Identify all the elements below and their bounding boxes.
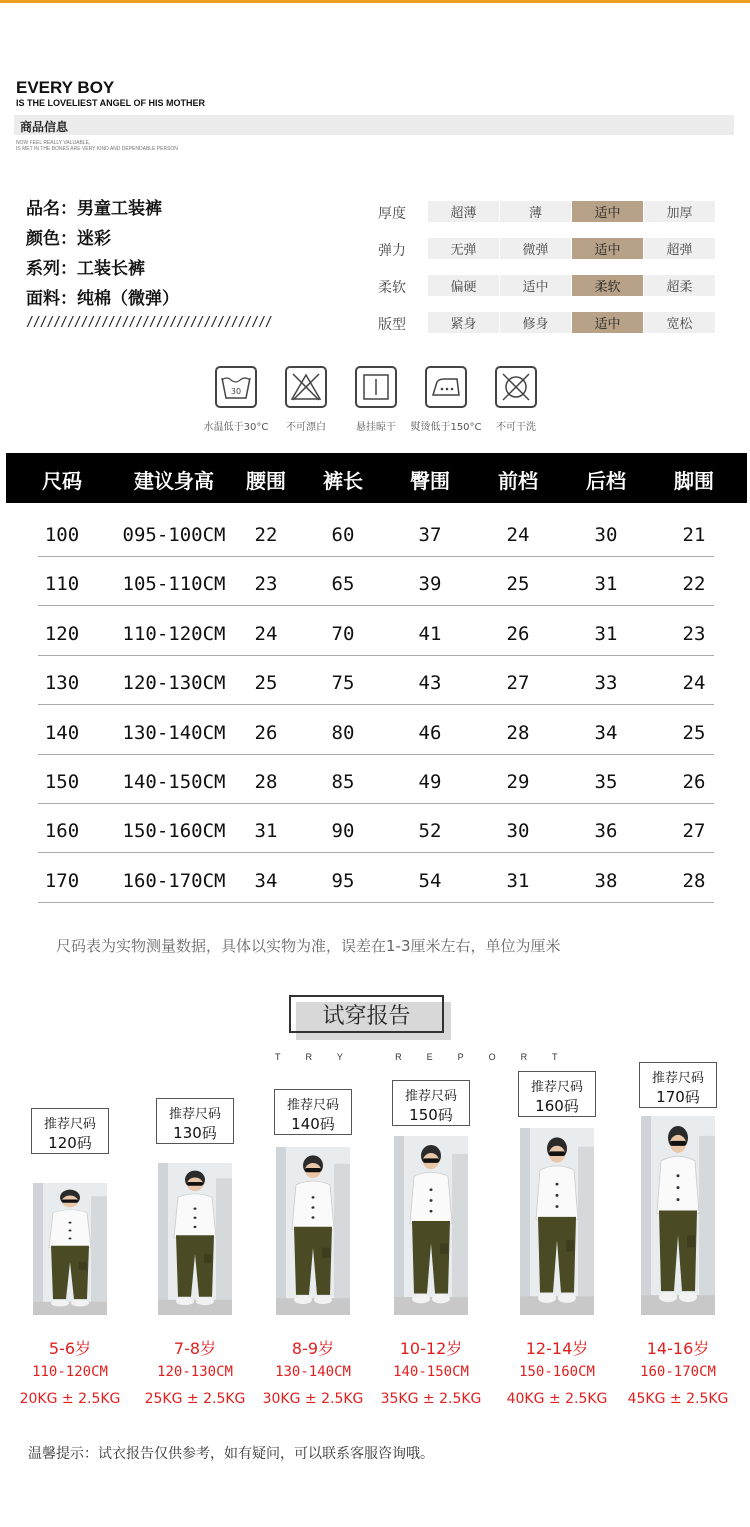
size-table-cell: 39: [418, 573, 442, 596]
size-table-cell: 25: [682, 721, 706, 744]
model-weight: 25KG ± 2.5KG: [144, 1391, 246, 1407]
brand-tiny-line-2: IS MET IN THE BONES ARE VERY KIND AND DEPENDABLE PERSON: [16, 146, 178, 152]
model-weight: 40KG ± 2.5KG: [506, 1391, 608, 1407]
model-photo: [641, 1116, 715, 1315]
attr-option: 紧身: [428, 312, 499, 333]
size-table-cell: 28: [682, 869, 706, 892]
size-table-cell: 130: [44, 672, 80, 695]
recommended-size-box: [518, 1071, 596, 1117]
attr-option-selected: 适中: [572, 201, 643, 222]
attr-option-row: [428, 312, 716, 333]
size-table-cell: 80: [331, 721, 355, 744]
rec-label: 推荐尺码: [530, 1080, 583, 1095]
size-table-cell: 140: [44, 721, 80, 744]
size-table-cell: 31: [594, 573, 618, 596]
model-age: 10-12岁: [399, 1339, 463, 1358]
attr-label: 柔软: [378, 280, 406, 296]
no-bleach-icon: [285, 366, 327, 408]
size-table-cell: 52: [418, 820, 442, 843]
table-row-divider: [38, 556, 714, 557]
size-table-cell: 37: [418, 524, 442, 546]
model-weight: 30KG ± 2.5KG: [262, 1391, 364, 1407]
size-table-cell: 120-130CM: [122, 672, 226, 695]
recommended-size-box: [392, 1080, 470, 1126]
svg-text:30: 30: [230, 387, 242, 396]
size-header-cell: 脚围: [674, 469, 714, 493]
size-table-cell: 105-110CM: [122, 573, 226, 596]
attr-label: 版型: [378, 317, 406, 333]
rec-size: 160码: [535, 1097, 579, 1115]
size-table-cell: 90: [331, 820, 355, 843]
size-table-cell: 30: [506, 820, 530, 843]
care-label-iron: 熨烫低于150°C: [410, 422, 482, 433]
attr-option: 无弹: [428, 238, 499, 259]
model-height: 110-120CM: [32, 1364, 108, 1380]
size-table-cell: 85: [331, 771, 355, 793]
section-bar: [14, 115, 734, 135]
size-table-cell: 110-120CM: [122, 622, 226, 645]
attr-option: 超弹: [644, 238, 715, 259]
size-table-cell: 75: [331, 672, 355, 695]
size-header-cell: 臀围: [410, 469, 450, 493]
model-weight: 35KG ± 2.5KG: [380, 1391, 482, 1407]
attr-option: 微弹: [500, 238, 571, 259]
size-table-cell: 140-150CM: [122, 771, 226, 793]
attr-option-selected: 柔软: [572, 275, 643, 296]
attr-option: 加厚: [644, 201, 715, 222]
table-row-divider: [38, 655, 714, 656]
table-row-divider: [38, 704, 714, 705]
attr-option: 宽松: [644, 312, 715, 333]
size-table-cell: 120: [44, 622, 80, 645]
recommended-size-box: [274, 1089, 352, 1135]
footer-tip: 温馨提示：试衣报告仅供参考，如有疑问，可以联系客服咨询哦。: [28, 1446, 434, 1462]
size-table-cell: 26: [506, 622, 530, 645]
size-table-cell: 27: [682, 820, 706, 843]
model-age: 8-9岁: [291, 1339, 335, 1358]
table-row-divider: [38, 852, 714, 853]
table-row-divider: [38, 754, 714, 755]
size-table-cell: 26: [254, 721, 278, 744]
size-header-cell: 裤长: [323, 469, 363, 493]
size-table-cell: 31: [506, 869, 530, 892]
attr-option-row: [428, 201, 716, 222]
size-table-cell: 24: [682, 672, 706, 695]
size-table-cell: 65: [331, 573, 355, 596]
rec-label: 推荐尺码: [286, 1098, 339, 1113]
table-row-divider: [38, 803, 714, 804]
size-table-cell: 130-140CM: [122, 721, 226, 744]
rec-size: 120码: [48, 1134, 92, 1152]
size-table-cell: 23: [682, 622, 706, 645]
model-age: 14-16岁: [646, 1339, 710, 1358]
size-header-cell: 前档: [498, 469, 538, 493]
size-table-cell: 24: [254, 622, 278, 645]
iron-150-icon: [425, 366, 467, 408]
hang-dry-icon: [355, 366, 397, 408]
attr-option: 适中: [500, 275, 571, 296]
size-table-cell: 26: [682, 771, 706, 793]
model-photo: [520, 1128, 594, 1315]
attr-option: 修身: [500, 312, 571, 333]
model-photo: [158, 1163, 232, 1315]
brand-subtitle: IS THE LOVELIEST ANGEL OF HIS MOTHER: [16, 98, 206, 108]
model-photo: [33, 1183, 107, 1315]
rec-label: 推荐尺码: [43, 1117, 96, 1132]
size-table-cell: 31: [254, 820, 278, 843]
product-name: 品名：男童工装裤: [26, 199, 162, 219]
rec-label: 推荐尺码: [168, 1107, 221, 1122]
size-table-cell: 25: [506, 573, 530, 596]
size-table-cell: 150: [44, 771, 80, 793]
attr-label: 厚度: [378, 206, 406, 222]
size-table-cell: 29: [506, 771, 530, 793]
model-height: 120-130CM: [157, 1364, 233, 1380]
table-row-divider: [38, 605, 714, 606]
attr-option-selected: 适中: [572, 238, 643, 259]
size-table-cell: 24: [506, 524, 530, 546]
size-table-cell: 28: [506, 721, 530, 744]
size-table-cell: 31: [594, 622, 618, 645]
size-table-cell: 28: [254, 771, 278, 793]
size-table-cell: 27: [506, 672, 530, 695]
size-table-cell: 46: [418, 721, 442, 744]
model-weight: 45KG ± 2.5KG: [627, 1391, 729, 1407]
size-table-cell: 54: [418, 869, 442, 892]
brand-tiny-line-1: NOW FEEL REALLY VALUABLE,: [16, 140, 91, 146]
top-accent-line: [0, 0, 750, 3]
size-table-cell: 33: [594, 672, 618, 695]
size-table-cell: 21: [682, 524, 706, 546]
size-table-cell: 34: [594, 721, 618, 744]
section-label: 商品信息: [20, 120, 69, 134]
size-table-cell: 36: [594, 820, 618, 843]
attr-option-row: [428, 275, 716, 296]
model-age: 12-14岁: [525, 1339, 589, 1358]
rec-label: 推荐尺码: [651, 1071, 704, 1086]
size-header-cell: 建议身高: [134, 469, 214, 493]
attr-option: 超柔: [644, 275, 715, 296]
size-table-cell: 35: [594, 771, 618, 793]
care-label-bleach: 不可漂白: [286, 422, 326, 433]
size-table-cell: 49: [418, 771, 442, 793]
size-table-cell: 95: [331, 869, 355, 892]
size-table-cell: 30: [594, 524, 618, 546]
attr-option-row: [428, 238, 716, 259]
size-table-cell: 25: [254, 672, 278, 695]
attr-option: 偏硬: [428, 275, 499, 296]
size-header-cell: 尺码: [42, 469, 82, 493]
size-table-cell: 160: [44, 820, 80, 843]
report-title: 试穿报告: [289, 995, 444, 1033]
size-note: 尺码表为实物测量数据，具体以实物为准，误差在1-3厘米左右，单位为厘米: [56, 937, 561, 955]
rec-size: 140码: [291, 1115, 335, 1133]
size-table-cell: 150-160CM: [122, 820, 226, 843]
care-label-dryclean: 不可干洗: [496, 422, 536, 433]
table-row-divider: [38, 902, 714, 903]
care-label-dry: 悬挂晾干: [356, 422, 396, 433]
size-table-cell: 41: [418, 622, 442, 645]
product-color: 颜色：迷彩: [26, 229, 111, 249]
rec-size: 170码: [656, 1088, 700, 1106]
size-table-cell: 170: [44, 869, 80, 892]
model-height: 150-160CM: [519, 1364, 595, 1380]
size-table-cell: 22: [682, 573, 706, 596]
divider-slashes: ////////////////////////////////////: [26, 315, 272, 330]
model-weight: 20KG ± 2.5KG: [19, 1391, 121, 1407]
rec-label: 推荐尺码: [404, 1089, 457, 1104]
model-height: 130-140CM: [275, 1364, 351, 1380]
report-subtitle: TRY REPORT: [275, 1052, 583, 1062]
model-age: 7-8岁: [173, 1339, 217, 1358]
product-fabric: 面料：纯棉（微弹）: [26, 289, 179, 309]
recommended-size-box: [156, 1098, 234, 1144]
wash-30-icon: [215, 366, 257, 408]
model-photo: [394, 1136, 468, 1315]
brand-tiny-text: [16, 140, 178, 152]
model-height: 160-170CM: [640, 1364, 716, 1380]
size-table-cell: 100: [44, 524, 80, 546]
size-table-cell: 34: [254, 869, 278, 892]
rec-size: 130码: [173, 1124, 217, 1142]
attr-label: 弹力: [378, 243, 406, 259]
attr-option: 超薄: [428, 201, 499, 222]
recommended-size-box: [31, 1108, 109, 1154]
size-table-cell: 60: [331, 524, 355, 546]
size-table-cell: 38: [594, 869, 618, 892]
size-table-cell: 110: [44, 573, 80, 596]
attr-option: 薄: [500, 201, 571, 222]
attr-option-selected: 适中: [572, 312, 643, 333]
size-header-cell: 后档: [586, 469, 626, 493]
size-table-cell: 70: [331, 622, 355, 645]
size-table-cell: 22: [254, 524, 278, 546]
product-series: 系列：工装长裤: [26, 259, 145, 279]
model-height: 140-150CM: [393, 1364, 469, 1380]
size-table-cell: 160-170CM: [122, 869, 226, 892]
size-table-cell: 43: [418, 672, 442, 695]
brand-title: EVERY BOY: [16, 78, 115, 97]
no-dryclean-icon: [495, 366, 537, 408]
recommended-size-box: [639, 1062, 717, 1108]
rec-size: 150码: [409, 1106, 453, 1124]
size-table-cell: 23: [254, 573, 278, 596]
model-age: 5-6岁: [48, 1339, 92, 1358]
size-table-cell: 095-100CM: [122, 524, 226, 546]
model-photo: [276, 1147, 350, 1315]
size-header-cell: 腰围: [246, 469, 286, 493]
care-label-wash: 水温低于30°C: [203, 422, 269, 433]
